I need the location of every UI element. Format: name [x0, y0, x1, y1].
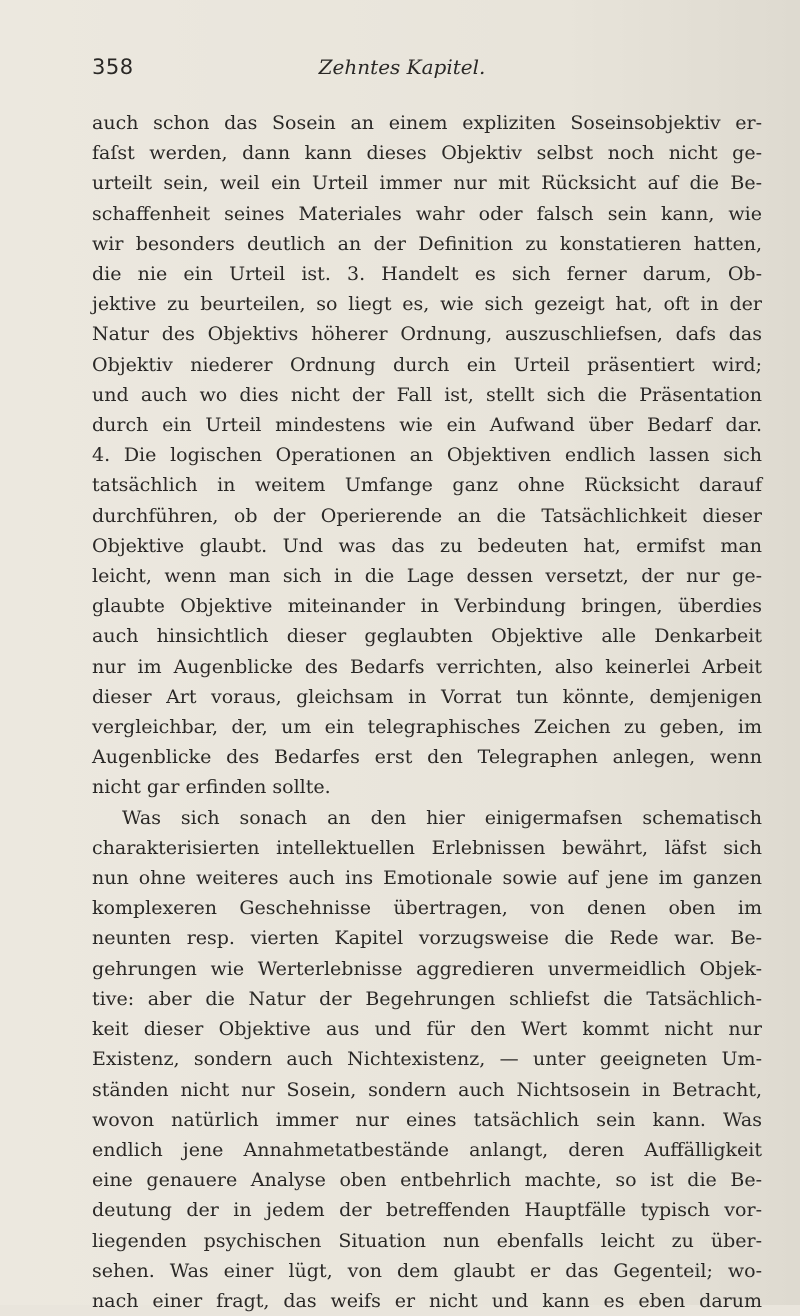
text-line: tive: aber die Natur der Begehrungen schliefst die Tatsächlich- [92, 987, 762, 1010]
text-line: nur im Augenblicke des Bedarfs verrichten, also keinerlei Arbeit [92, 655, 762, 678]
text-line: glaubte Objektive miteinander in Verbindung bringen, überdies [92, 595, 762, 618]
text-line: Objektiv niederer Ordnung durch ein Urteil präsentiert wird; [92, 353, 762, 376]
text-line: endlich jene Annahmetatbestände anlangt, deren Auffälligkeit [92, 1138, 762, 1161]
text-line: vergleichbar, der, um ein telegraphisches Zeichen zu geben, im [92, 716, 762, 739]
text-line: wovon natürlich immer nur eines tatsächlich sein kann. Was [92, 1108, 762, 1131]
text-line: ständen nicht nur Sosein, sondern auch Nichtsosein in Betracht, [92, 1078, 762, 1101]
text-line: neunten resp. vierten Kapitel vorzugsweise die Rede war. Be- [92, 927, 762, 950]
text-line: 4. Die logischen Operationen an Objektiven endlich lassen sich [92, 444, 762, 467]
text-line: schaffenheit seines Materiales wahr oder falsch sein kann, wie [92, 202, 762, 225]
text-line: komplexeren Geschehnisse übertragen, von denen oben im [92, 897, 762, 920]
text-line: eine genauere Analyse oben entbehrlich machte, so ist die Be- [92, 1169, 762, 1192]
text-line: durchführen, ob der Operierende an die Tatsächlichkeit dieser [92, 504, 762, 527]
text-line: Augenblicke des Bedarfes erst den Telegraphen anlegen, wenn [92, 746, 762, 769]
text-line: die nie ein Urteil ist. 3. Handelt es sich ferner darum, Ob- [92, 263, 762, 286]
text-line: auch schon das Sosein an einem expliziten Soseinsobjektiv er- [92, 112, 762, 134]
text-line: jektive zu beurteilen, so liegt es, wie sich gezeigt hat, oft in der [92, 293, 762, 316]
text-line: Was sich sonach an den hier einigermafsen schematisch [122, 806, 762, 829]
text-line: nicht gar erfinden sollte. [92, 776, 331, 799]
text-line: leicht, wenn man sich in die Lage dessen versetzt, der nur ge- [92, 565, 762, 588]
page-number: 358 [92, 55, 134, 79]
text-line: keit dieser Objektive aus und für den Wert kommt nicht nur [92, 1018, 762, 1041]
text-line: Existenz, sondern auch Nichtexistenz, — unter geeigneten Um- [92, 1048, 762, 1071]
text-line: charakterisierten intellektuellen Erlebnissen bewährt, läfst sich [92, 836, 762, 859]
text-line: und auch wo dies nicht der Fall ist, stellt sich die Präsentation [92, 383, 762, 406]
text-line: auch hinsichtlich dieser geglaubten Objektive alle Denkarbeit [92, 625, 762, 648]
text-line: nach einer fragt, das weifs er nicht und kann es eben darum [92, 1289, 762, 1312]
text-line: nun ohne weiteres auch ins Emotionale sowie auf jene im ganzen [92, 867, 762, 890]
running-title: Zehntes Kapitel. [318, 55, 486, 79]
text-line: faſst werden, dann kann dieses Objektiv selbst noch nicht ge- [92, 142, 762, 165]
text-line: durch ein Urteil mindestens wie ein Aufwand über Bedarf dar. [92, 414, 762, 437]
text-line: Objektive glaubt. Und was das zu bedeuten hat, ermifst man [92, 534, 762, 557]
text-line: gehrungen wie Werterlebnisse aggredieren unvermeidlich Objek- [92, 957, 762, 980]
text-line: deutung der in jedem der betreffenden Hauptfälle typisch vor- [92, 1199, 762, 1222]
text-line: Natur des Objektivs höherer Ordnung, auszuschliefsen, dafs das [92, 323, 762, 346]
text-line: liegenden psychischen Situation nun ebenfalls leicht zu über- [92, 1229, 762, 1252]
page-header [92, 55, 712, 85]
text-line: dieser Art voraus, gleichsam in Vorrat tun könnte, demjenigen [92, 685, 762, 708]
body-text [92, 108, 762, 1316]
text-line: sehen. Was einer lügt, von dem glaubt er das Gegenteil; wo- [92, 1259, 762, 1282]
text-line: tatsächlich in weitem Umfange ganz ohne Rücksicht darauf [92, 474, 762, 497]
text-line: wir besonders deutlich an der Definition zu konstatieren hatten, [92, 232, 762, 255]
text-line: urteilt sein, weil ein Urteil immer nur mit Rücksicht auf die Be- [92, 172, 762, 195]
